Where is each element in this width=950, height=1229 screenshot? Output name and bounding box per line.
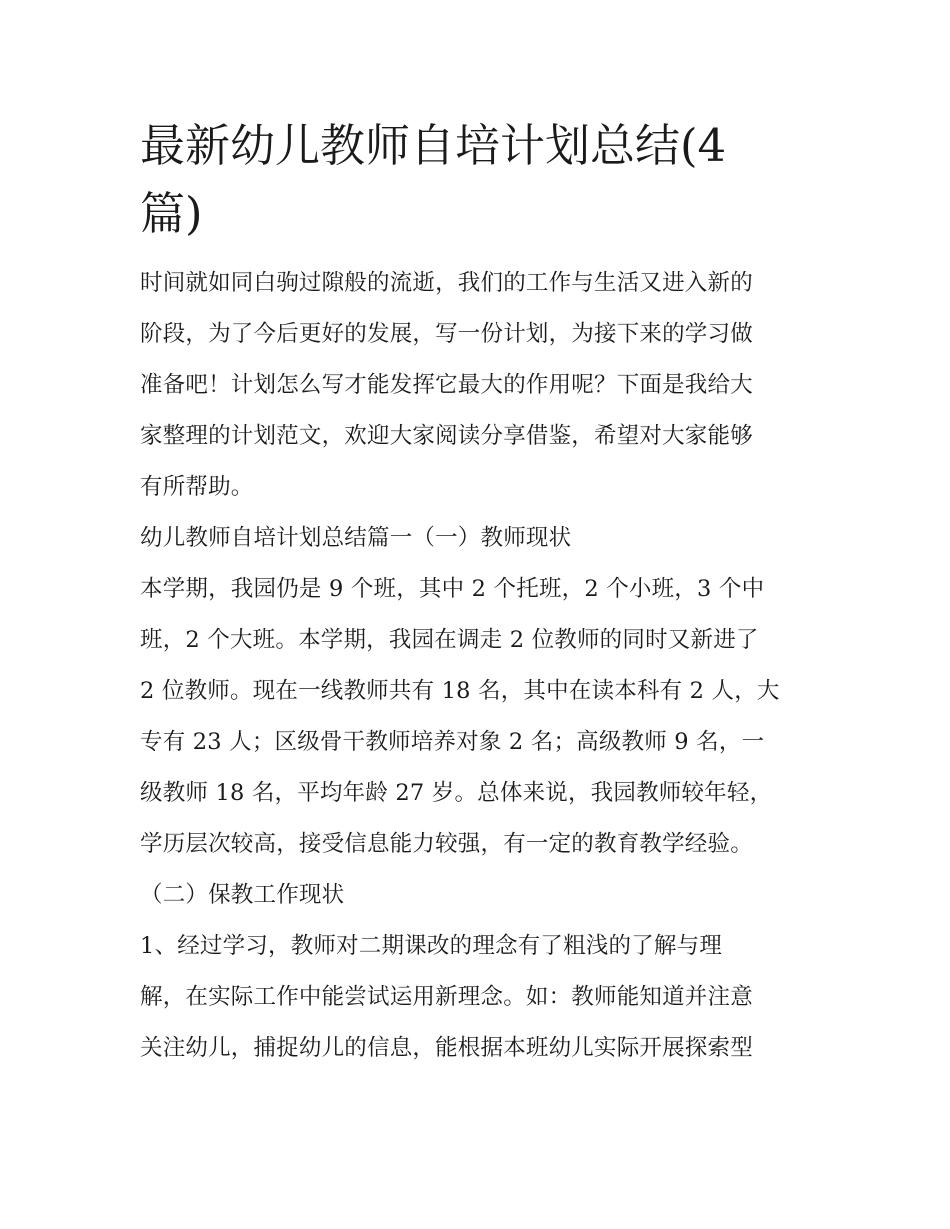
text-line: 本学期，我园仍是 9 个班，其中 2 个托班，2 个小班，3 个中 <box>140 576 765 602</box>
intro-paragraph <box>140 258 812 513</box>
text-line: 1、经过学习，教师对二期课改的理念有了粗浅的了解与理 <box>140 933 723 959</box>
section2-paragraph <box>140 921 812 1074</box>
section-heading-text: （二）保教工作现状 <box>140 882 345 908</box>
document-title <box>140 112 812 248</box>
section-heading <box>140 870 812 921</box>
text-line: 级教师 18 名，平均年龄 27 岁。总体来说，我园教师较年轻， <box>140 780 773 806</box>
text-line: 有所帮助。 <box>140 474 254 500</box>
section-heading-text: 幼儿教师自培计划总结篇一（一）教师现状 <box>140 525 572 551</box>
section-heading <box>140 513 812 564</box>
document-page <box>140 112 812 1074</box>
text-line: 准备吧！计划怎么写才能发挥它最大的作用呢？下面是我给大 <box>140 372 753 398</box>
title-line: 最新幼儿教师自培计划总结(4 <box>140 119 727 172</box>
text-line: 专有 23 人；区级骨干教师培养对象 2 名；高级教师 9 名，一 <box>140 729 765 755</box>
text-line: 学历层次较高，接受信息能力较强，有一定的教育教学经验。 <box>140 831 753 857</box>
text-line: 阶段，为了今后更好的发展，写一份计划，为接下来的学习做 <box>140 321 753 347</box>
text-line: 家整理的计划范文，欢迎大家阅读分享借鉴，希望对大家能够 <box>140 423 753 449</box>
text-line: 班，2 个大班。本学期，我园在调走 2 位教师的同时又新进了 <box>140 627 759 653</box>
text-line: 时间就如同白驹过隙般的流逝，我们的工作与生活又进入新的 <box>140 270 753 296</box>
text-line: 解，在实际工作中能尝试运用新理念。如：教师能知道并注意 <box>140 984 753 1010</box>
title-line: 篇) <box>140 187 203 240</box>
text-line: 2 位教师。现在一线教师共有 18 名，其中在读本科有 2 人，大 <box>140 678 780 704</box>
section1-paragraph <box>140 564 812 870</box>
text-line: 关注幼儿，捕捉幼儿的信息，能根据本班幼儿实际开展探索型 <box>140 1035 753 1061</box>
